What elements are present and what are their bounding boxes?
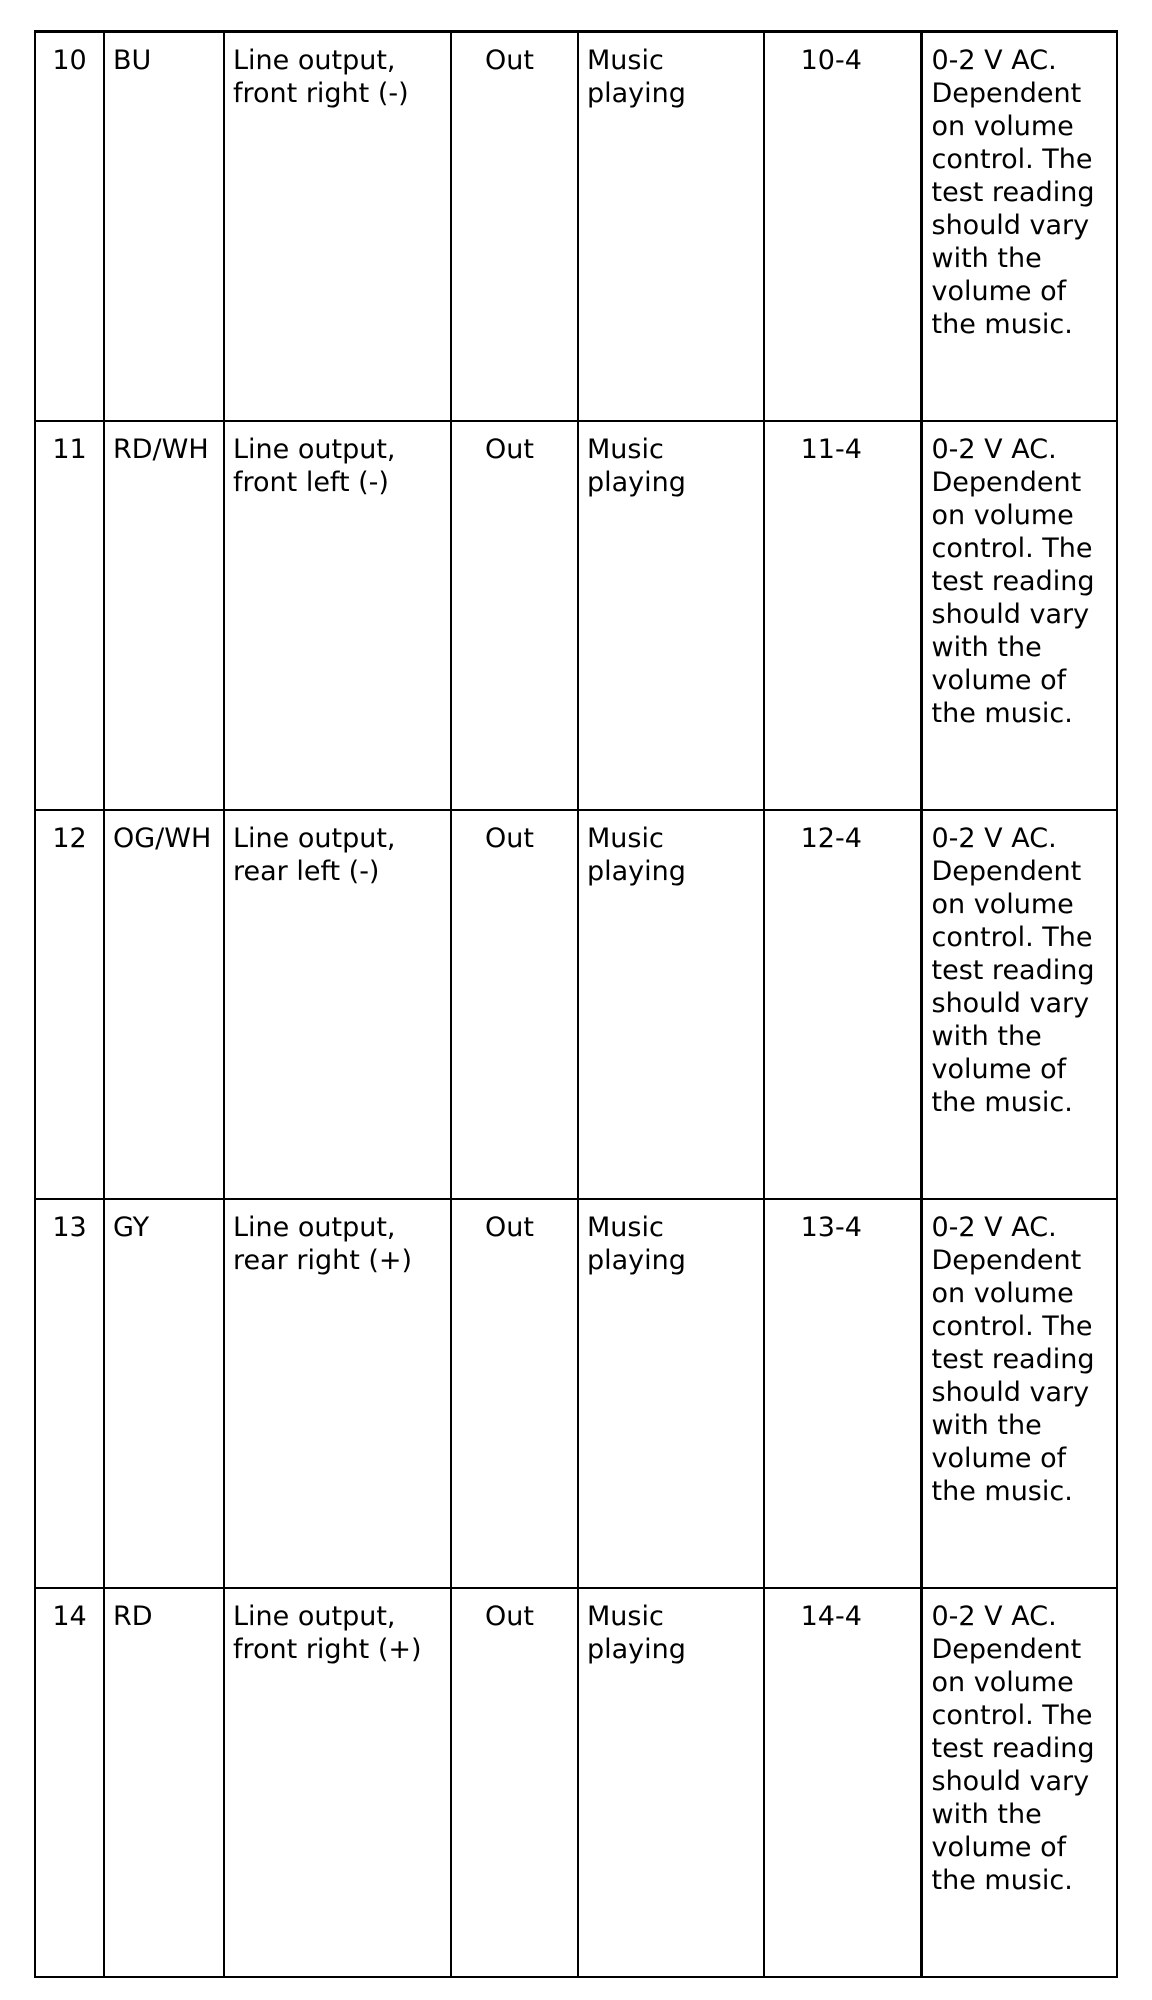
note-cell: 0-2 V AC. Dependent on volume control. The test reading should vary with the volume of the music.: [921, 1588, 1117, 1977]
wire-color-cell: OG/WH: [104, 810, 224, 1199]
function-cell: Line output, front right (+): [224, 1588, 451, 1977]
wire-color-cell: RD: [104, 1588, 224, 1977]
pin-number-cell: 13: [35, 1199, 104, 1588]
direction-cell: Out: [451, 1199, 578, 1588]
table-row: [35, 1199, 1117, 1588]
table-row: [35, 810, 1117, 1199]
measure-points-cell: 14-4: [764, 1588, 921, 1977]
note-cell: 0-2 V AC. Dependent on volume control. The test reading should vary with the volume of the music.: [921, 810, 1117, 1199]
condition-cell: Music playing: [578, 1588, 764, 1977]
direction-cell: Out: [451, 421, 578, 810]
note-cell: 0-2 V AC. Dependent on volume control. The test reading should vary with the volume of the music.: [921, 32, 1117, 421]
pin-number-cell: 14: [35, 1588, 104, 1977]
measure-points-cell: 10-4: [764, 32, 921, 421]
condition-cell: Music playing: [578, 421, 764, 810]
measure-points-cell: 11-4: [764, 421, 921, 810]
condition-cell: Music playing: [578, 810, 764, 1199]
condition-cell: Music playing: [578, 32, 764, 421]
function-cell: Line output, front right (-): [224, 32, 451, 421]
table-row: [35, 32, 1117, 421]
pin-number-cell: 10: [35, 32, 104, 421]
function-cell: Line output, rear right (+): [224, 1199, 451, 1588]
pin-number-cell: 12: [35, 810, 104, 1199]
direction-cell: Out: [451, 32, 578, 421]
wire-color-cell: BU: [104, 32, 224, 421]
note-cell: 0-2 V AC. Dependent on volume control. The test reading should vary with the volume of the music.: [921, 421, 1117, 810]
table-row: [35, 1588, 1117, 1977]
wire-color-cell: GY: [104, 1199, 224, 1588]
direction-cell: Out: [451, 810, 578, 1199]
measure-points-cell: 13-4: [764, 1199, 921, 1588]
function-cell: Line output, front left (-): [224, 421, 451, 810]
measure-points-cell: 12-4: [764, 810, 921, 1199]
direction-cell: Out: [451, 1588, 578, 1977]
table-row: [35, 421, 1117, 810]
pin-table: [34, 30, 1118, 1978]
pin-number-cell: 11: [35, 421, 104, 810]
note-cell: 0-2 V AC. Dependent on volume control. The test reading should vary with the volume of the music.: [921, 1199, 1117, 1588]
wire-color-cell: RD/WH: [104, 421, 224, 810]
function-cell: Line output, rear left (-): [224, 810, 451, 1199]
condition-cell: Music playing: [578, 1199, 764, 1588]
